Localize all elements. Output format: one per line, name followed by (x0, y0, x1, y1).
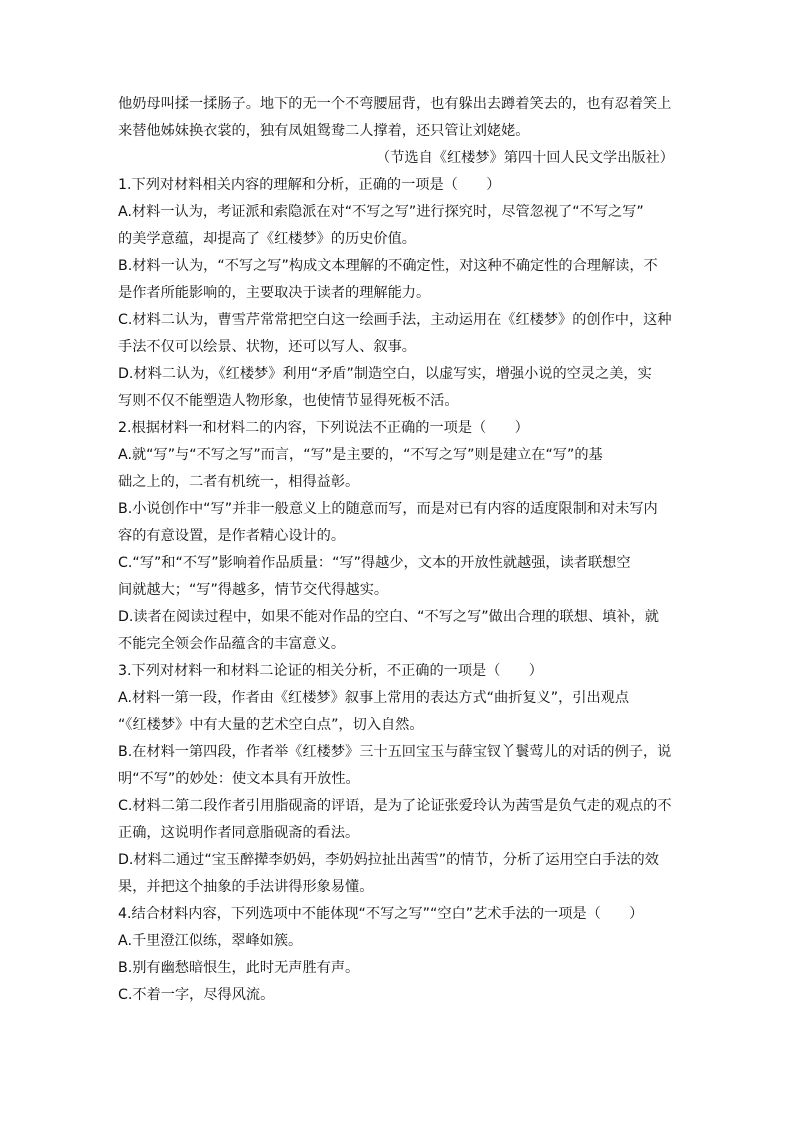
question-text-line: 间就越大；“写”得越多，情节交代得越实。 (118, 582, 389, 598)
question-text-line: D.材料二认为，《红楼梦》利用“矛盾”制造空白，以虚写实，增强小说的空灵之美，实 (118, 366, 652, 382)
question-text-line: B.在材料一第四段，作者举《红楼梦》三十五回宝玉与薛宝钗丫鬟莺儿的对话的例子，说 (118, 744, 672, 760)
passage-line: 他奶母叫揉一揉肠子。地下的无一个不弯腰屈背，也有躲出去蹲着笑去的，也有忍着笑上 (118, 96, 672, 112)
question-text-line: 1.下列对材料相关内容的理解和分析，正确的一项是（ ） (118, 177, 501, 193)
question-text-line: C.材料二认为，曹雪芹常常把空白这一绘画手法，主动运用在《红楼梦》的创作中，这种 (118, 312, 672, 328)
question-section (118, 172, 674, 1009)
question-text-line: 4.结合材料内容，下列选项中不能体现“不写之写”“空白”艺术手法的一项是（ ） (118, 906, 644, 922)
question-text-line: A.材料一认为，考证派和索隐派在对“不写之写”进行探究时，尽管忽视了“不写之写” (118, 204, 644, 220)
question-text-line: B.小说创作中“写”并非一般意义上的随意而写，而是对已有内容的适度限制和对未写内 (118, 501, 658, 517)
question-text-line: 正确，这说明作者同意脂砚斋的看法。 (118, 825, 360, 841)
question-text-line: 手法不仅可以绘景、状物，还可以写人、叙事。 (118, 339, 416, 355)
question-text-line: A.就“写”与“不写之写”而言，“写”是主要的，“不写之写”则是建立在“写”的基 (118, 447, 603, 463)
question-text-line: C.“写”和“不写”影响着作品质量：“写”得越少，文本的开放性就越强，读者联想空 (118, 555, 631, 571)
question-text-line: 不能完全领会作品蕴含的丰富意义。 (118, 636, 346, 652)
question-text-line: 容的有意设置，是作者精心设计的。 (118, 528, 346, 544)
question-text-line: 2.根据材料一和材料二的内容，下列说法不正确的一项是（ ） (118, 420, 529, 436)
question-text-line: 是作者所能影响的，主要取决于读者的理解能力。 (118, 285, 431, 301)
passage-excerpt (118, 91, 674, 145)
question-text-line: 础之上的，二者有机统一，相得益彰。 (118, 474, 360, 490)
source-citation: （节选自《红楼梦》第四十回人民文学出版社） (376, 150, 674, 166)
question-text-line: 3.下列对材料一和材料二论证的相关分析，不正确的一项是（ ） (118, 663, 543, 679)
question-text-line: 果，并把这个抽象的手法讲得形象易懂。 (118, 879, 374, 895)
question-text-line: 的美学意蕴，却提高了《红楼梦》的历史价值。 (118, 231, 416, 247)
question-text-line: C.不着一字，尽得风流。 (118, 987, 275, 1003)
question-text-line: 写则不仅不能塑造人物形象，也使情节显得死板不活。 (118, 393, 459, 409)
question-text-line: A.材料一第一段，作者由《红楼梦》叙事上常用的表达方式“曲折复义”，引出观点 (118, 690, 630, 706)
question-text-line: 明“不写”的妙处：使文本具有开放性。 (118, 771, 360, 787)
question-text-line: B.别有幽愁暗恨生，此时无声胜有声。 (118, 960, 360, 976)
question-text-line: “《红楼梦》中有大量的艺术空白点”，切入自然。 (118, 717, 424, 733)
question-text-line: B.材料一认为，“不写之写”构成文本理解的不确定性，对这种不确定性的合理解读，不 (118, 258, 658, 274)
question-text-line: D.读者在阅读过程中，如果不能对作品的空白、“不写之写”做出合理的联想、填补，就 (118, 609, 659, 625)
question-text-line: C.材料二第二段作者引用脂砚斋的评语，是为了论证张爱玲认为茜雪是负气走的观点的不 (118, 798, 672, 814)
document-page (118, 91, 674, 1009)
question-text-line: A.千里澄江似练，翠峰如簇。 (118, 933, 303, 949)
question-text-line: D.材料二通过“宝玉醉撵李奶妈，李奶妈拉扯出茜雪”的情节，分析了运用空白手法的效 (118, 852, 659, 868)
passage-line: 来替他姊妹换衣裳的，独有凤姐鸳鸯二人撑着，还只管让刘姥姥。 (118, 123, 530, 139)
